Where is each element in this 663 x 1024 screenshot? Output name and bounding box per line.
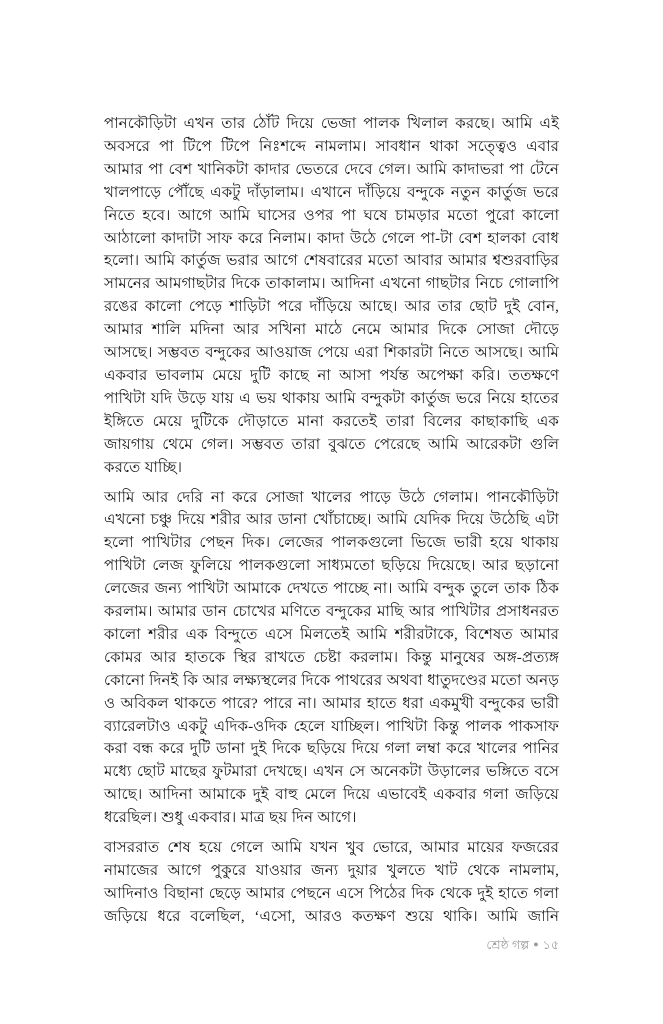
page-footer	[104, 936, 559, 954]
footer-separator-dot: ●	[533, 939, 539, 949]
paragraph: পানকৌড়িটা এখন তার ঠোঁট দিয়ে ভেজা পালক খিলাল করছে। আমি এই অবসরে পা টিপে টিপে নিঃশব্দে নামলাম। সাবধান থাকা সত্ত্বেও এবার আমার পা বেশ খানিকটা কাদার ভেতরে দেবে গেল। আমি কাদাভরা পা টেনে খালপাড়ে পৌঁছে একটু দাঁড়ালাম। এখানে দাঁড়িয়ে বন্দুকে নতুন কার্তুজ ভরে নিতে হবে। আগে আমি ঘাসের ওপর পা ঘষে চামড়ার মতো পুরো কালো আঠালো কাদাটা সাফ করে নিলাম। কাদা উঠে গেলে পা-টা বেশ হালকা বোধ হলো। আমি কার্তুজ ভরার আগে শেষবারের মতো আবার আমার শ্বশুরবাড়ির সামনের আমগাছটার দিকে তাকালাম। আদিনা এখনো গাছটার নিচে গোলাপি রঙের কালো পেড়ে শাড়িটা পরে দাঁড়িয়ে আছে। আর তার ছোট দুই বোন, আমার শালি মদিনা আর সখিনা মাঠে নেমে আমার দিকে সোজা দৌড়ে আসছে। সম্ভবত বন্দুকের আওয়াজ পেয়ে এরা শিকারটা নিতে আসছে। আমি একবার ভাবলাম মেয়ে দুটি কাছে না আসা পর্যন্ত অপেক্ষা করি। ততক্ষণে পাখিটা যদি উড়ে যায় এ ভয় থাকায় আমি বন্দুকটা কার্তুজ ভরে নিয়ে হাতের ইঙ্গিতে মেয়ে দুটিকে দৌড়াতে মানা করতেই তারা বিলের কাছাকাছি এক জায়গায় থেমে গেল। সম্ভবত তারা বুঝতে পেরেছে আমি আরেকটা গুলি করতে যাচ্ছি।	[104, 116, 559, 476]
footer-running-title: শ্রেষ্ঠ গল্প	[486, 938, 530, 952]
footer-page-number: ১৫	[542, 938, 559, 952]
paragraph: আমি আর দেরি না করে সোজা খালের পাড়ে উঠে গেলাম। পানকৌড়িটা এখনো চঞ্চু দিয়ে শরীর আর ডানা খোঁচাচ্ছে। আমি যেদিক দিয়ে উঠেছি এটা হলো পাখিটার পেছন দিক। লেজের পালকগুলো ভিজে ভারী হয়ে থাকায় পাখিটা লেজ ফুলিয়ে পালকগুলো সাধ্যমতো ছড়িয়ে দিয়েছে। আর ছড়ানো লেজের জন্য পাখিটা আমাকে দেখতে পাচ্ছে না। আমি বন্দুক তুলে তাক ঠিক করলাম। আমার ডান চোখের মণিতে বন্দুকের মাছি আর পাখিটার প্রসাধনরত কালো শরীর এক বিন্দুতে এসে মিলতেই আমি শরীরটাকে, বিশেষত আমার কোমর আর হাতকে স্থির রাখতে চেষ্টা করলাম। কিন্তু মানুষের অঙ্গ-প্রত্যঙ্গ কোনো দিনই কি আর লক্ষ্যস্থলের দিকে পাথরের অথবা ধাতুদণ্ডের মতো অনড় ও অবিকল থাকতে পারে? পারে না। আমার হাতে ধরা একমুখী বন্দুকের ভারী ব্যারেলটাও একটু এদিক-ওদিক হেলে যাচ্ছিল। পাখিটা কিন্তু পালক পাকসাফ করা বন্ধ করে দুটি ডানা দুই দিকে ছড়িয়ে দিয়ে গলা লম্বা করে খালের পানির মধ্যে ছোট মাছের ফুটমারা দেখছে। এখন সে অনেকটা উড়ালের ভঙ্গিতে বসে আছে। আদিনা আমাকে দুই বাহু মেলে দিয়ে এভাবেই একবার গলা জড়িয়ে ধরেছিল। শুধু একবার। মাত্র ছয় দিন আগে।	[104, 489, 559, 827]
paragraph: বাসররাত শেষ হয়ে গেলে আমি যখন খুব ভোরে, আমার মায়ের ফজরের নামাজের আগে পুকুরে যাওয়ার জন্য দুয়ার খুলতে খাট থেকে নামলাম, আদিনাও বিছানা ছেড়ে আমার পেছনে এসে পিঠের দিক থেকে দুই হাতে গলা জড়িয়ে ধরে বলেছিল, ‘এসো, আরও কতক্ষণ শুয়ে থাকি। আমি জানি	[104, 840, 559, 925]
page-body-text	[104, 113, 559, 929]
